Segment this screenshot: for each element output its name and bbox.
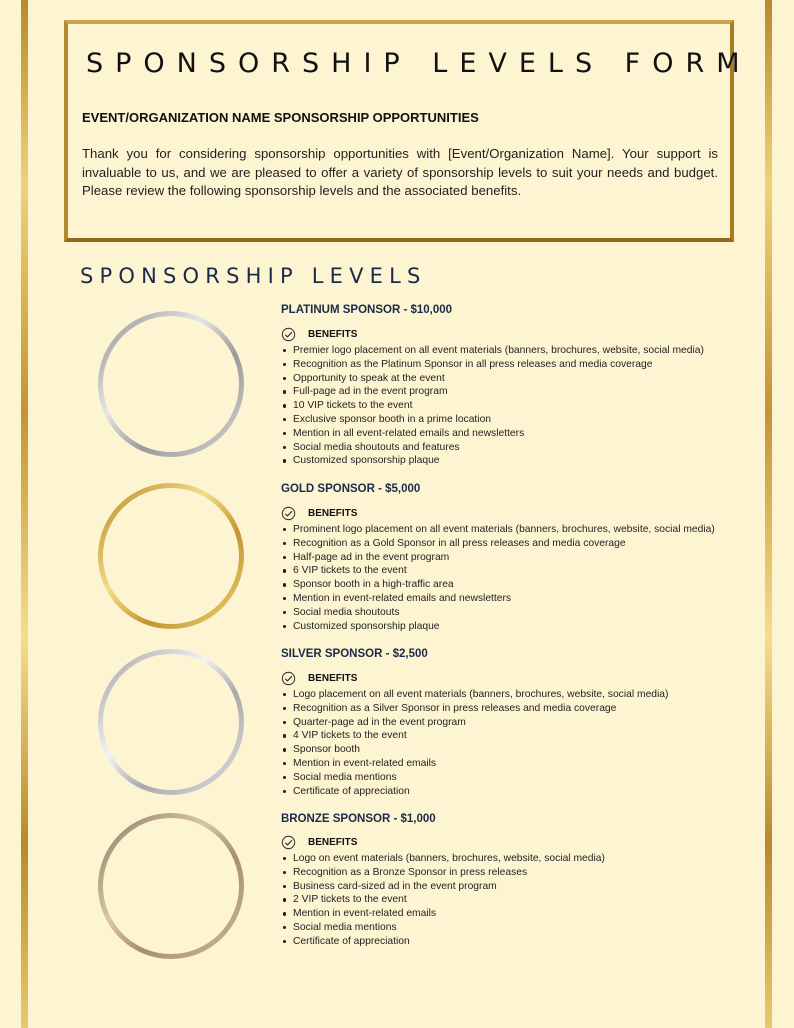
list-item: Certificate of appreciation xyxy=(281,785,751,799)
event-heading: EVENT/ORGANIZATION NAME SPONSORSHIP OPPORTUNITIES xyxy=(82,110,479,125)
check-badge-icon xyxy=(281,671,296,686)
list-item: Social media mentions xyxy=(281,771,751,785)
list-item: Recognition as a Silver Sponsor in press releases and media coverage xyxy=(281,702,751,716)
benefits-header-bronze xyxy=(281,834,357,850)
list-item: Sponsor booth in a high-traffic area xyxy=(281,578,751,592)
list-item: Customized sponsorship plaque xyxy=(281,620,751,634)
list-item: Recognition as the Platinum Sponsor in all press releases and media coverage xyxy=(281,358,751,372)
benefits-label: BENEFITS xyxy=(308,836,358,848)
silver-ring-icon xyxy=(98,649,244,795)
level-title-gold: GOLD SPONSOR - $5,000 xyxy=(281,483,421,495)
check-badge-icon xyxy=(281,835,296,850)
list-item: 6 VIP tickets to the event xyxy=(281,564,751,578)
list-item: Mention in event-related emails and newsletters xyxy=(281,592,751,606)
bronze-ring-icon xyxy=(98,813,244,959)
list-item: Social media shoutouts and features xyxy=(281,441,751,455)
list-item: Social media mentions xyxy=(281,921,751,935)
list-item: Mention in event-related emails xyxy=(281,757,751,771)
benefit-list-platinum xyxy=(281,344,751,468)
platinum-ring-icon xyxy=(98,311,244,457)
level-title-bronze: BRONZE SPONSOR - $1,000 xyxy=(281,813,436,825)
list-item: Customized sponsorship plaque xyxy=(281,454,751,468)
right-gold-border xyxy=(765,0,772,1028)
benefit-list-gold xyxy=(281,523,751,633)
benefits-label: BENEFITS xyxy=(308,672,358,684)
list-item: Business card-sized ad in the event program xyxy=(281,880,751,894)
list-item: Opportunity to speak at the event xyxy=(281,372,751,386)
check-badge-icon xyxy=(281,506,296,521)
check-badge-icon xyxy=(281,327,296,342)
list-item: Recognition as a Gold Sponsor in all press releases and media coverage xyxy=(281,537,751,551)
list-item: 4 VIP tickets to the event xyxy=(281,729,751,743)
gold-ring-icon xyxy=(98,483,244,629)
list-item: 10 VIP tickets to the event xyxy=(281,399,751,413)
list-item: Recognition as a Bronze Sponsor in press releases xyxy=(281,866,751,880)
list-item: 2 VIP tickets to the event xyxy=(281,893,751,907)
benefits-header-silver xyxy=(281,670,357,686)
section-title: SPONSORSHIP LEVELS xyxy=(80,264,427,288)
benefit-list-bronze xyxy=(281,852,751,949)
list-item: Certificate of appreciation xyxy=(281,935,751,949)
list-item: Exclusive sponsor booth in a prime location xyxy=(281,413,751,427)
intro-paragraph: Thank you for considering sponsorship opportunities with [Event/Organization Name]. Your support is invaluable to us, and we are pleased to offer a variety of sponsorship levels to suit your needs and budget. Please review the following sponsorship levels and the associated benefits. xyxy=(82,146,718,199)
list-item: Quarter-page ad in the event program xyxy=(281,716,751,730)
list-item: Prominent logo placement on all event materials (banners, brochures, website, social media) xyxy=(281,523,751,537)
benefits-label: BENEFITS xyxy=(308,507,358,519)
left-gold-border xyxy=(21,0,28,1028)
list-item: Full-page ad in the event program xyxy=(281,385,751,399)
list-item: Mention in event-related emails xyxy=(281,907,751,921)
benefits-header-gold xyxy=(281,505,357,521)
list-item: Premier logo placement on all event materials (banners, brochures, website, social media) xyxy=(281,344,751,358)
list-item: Sponsor booth xyxy=(281,743,751,757)
benefits-header-platinum xyxy=(281,326,357,342)
benefit-list-silver xyxy=(281,688,751,798)
list-item: Logo placement on all event materials (banners, brochures, website, social media) xyxy=(281,688,751,702)
level-title-platinum: PLATINUM SPONSOR - $10,000 xyxy=(281,304,453,316)
level-title-silver: SILVER SPONSOR - $2,500 xyxy=(281,648,428,660)
list-item: Mention in all event-related emails and newsletters xyxy=(281,427,751,441)
benefits-label: BENEFITS xyxy=(308,328,358,340)
list-item: Logo on event materials (banners, brochures, website, social media) xyxy=(281,852,751,866)
page-title: SPONSORSHIP LEVELS FORM xyxy=(86,48,752,79)
list-item: Half-page ad in the event program xyxy=(281,551,751,565)
list-item: Social media shoutouts xyxy=(281,606,751,620)
